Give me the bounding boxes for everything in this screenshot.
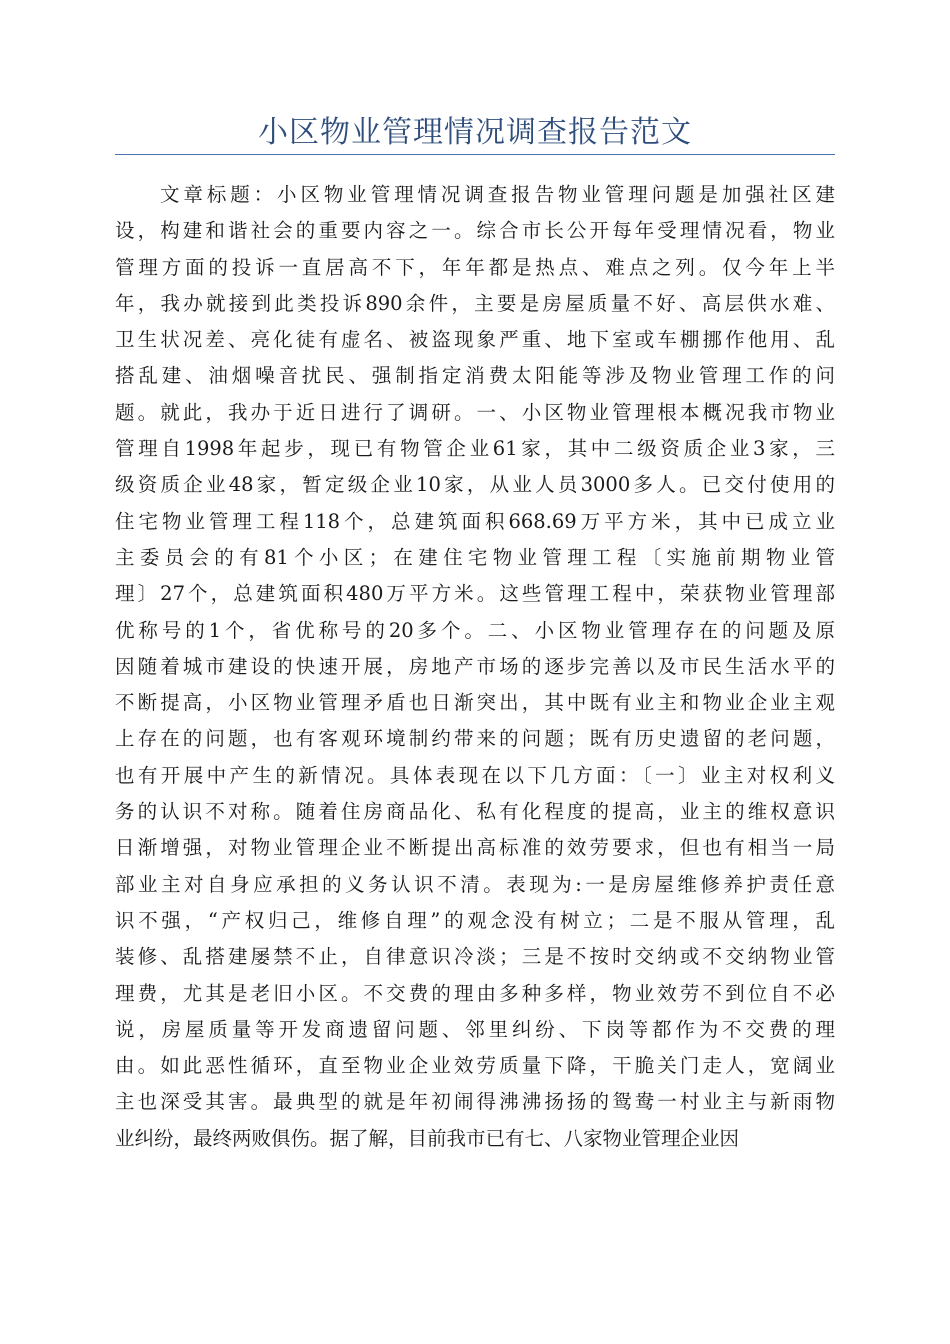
body-text-line: 理费，尤其是老旧小区。不交费的理由多种多样，物业效劳不到位自不必	[115, 981, 835, 1005]
body-text-line: 识不强，“产权归己，维修自理”的观念没有树立；二是不服从管理，乱	[115, 908, 835, 932]
body-text-line: 文章标题：小区物业管理情况调查报告物业管理问题是加强社区建	[160, 183, 835, 206]
body-text-line: 上存在的问题，也有客观环境制约带来的问题；既有历史遗留的老问题，	[115, 727, 835, 751]
body-text-line: 说，房屋质量等开发商遗留问题、邻里纠纷、下岗等都作为不交费的理	[115, 1017, 835, 1041]
body-text-line: 主委员会的有81个小区；在建住宅物业管理工程〔实施前期物业管	[115, 545, 835, 569]
body-text-line: 装修、乱搭建屡禁不止，自律意识冷淡；三是不按时交纳或不交纳物业管	[115, 945, 835, 969]
document-body	[115, 177, 835, 1157]
body-text-line: 题。就此，我办于近日进行了调研。一、小区物业管理根本概况我市物业	[115, 400, 835, 424]
body-text-line: 业纠纷，最终两败俱伤。据了解，目前我市已有七、八家物业管理企业因	[115, 1126, 740, 1150]
body-text-line: 年，我办就接到此类投诉890余件，主要是房屋质量不好、高层供水难、	[115, 291, 835, 315]
body-text-line: 设，构建和谐社会的重要内容之一。综合市长公开每年受理情况看，物业	[115, 219, 835, 243]
body-text-line: 管理自1998年起步，现已有物管企业61家，其中二级资质企业3家，三	[115, 437, 835, 461]
body-text-line: 日渐增强，对物业管理企业不断提出高标准的效劳要求，但也有相当一局	[115, 836, 835, 860]
body-text-line: 部业主对自身应承担的义务认识不清。表现为:一是房屋维修养护责任意	[115, 872, 835, 896]
body-text-line: 也有开展中产生的新情况。具体表现在以下几方面：〔一〕业主对权利义	[115, 763, 835, 787]
title-underline	[115, 154, 835, 155]
body-text-line: 优称号的1个，省优称号的20多个。二、小区物业管理存在的问题及原	[115, 618, 835, 642]
body-text-line: 不断提高，小区物业管理矛盾也日渐突出，其中既有业主和物业企业主观	[115, 691, 835, 715]
body-text-line: 理〕27个，总建筑面积480万平方米。这些管理工程中，荣获物业管理部	[115, 582, 835, 606]
body-text-line: 因随着城市建设的快速开展，房地产市场的逐步完善以及市民生活水平的	[115, 654, 835, 678]
body-text-line: 管理方面的投诉一直居高不下，年年都是热点、难点之列。仅今年上半	[115, 255, 835, 279]
body-text-line: 主也深受其害。最典型的就是年初闹得沸沸扬扬的鸳鸯一村业主与新雨物	[115, 1090, 835, 1114]
body-text-line: 卫生状况差、亮化徒有虚名、被盗现象严重、地下室或车棚挪作他用、乱	[115, 328, 835, 352]
body-text-line: 由。如此恶性循环，直至物业企业效劳质量下降，干脆关门走人，宽阔业	[115, 1054, 835, 1078]
body-text-line: 级资质企业48家，暂定级企业10家，从业人员3000多人。已交付使用的	[115, 473, 835, 497]
body-text-line: 住宅物业管理工程118个，总建筑面积668.69万平方米，其中已成立业	[115, 509, 835, 533]
body-text-line: 务的认识不对称。随着住房商品化、私有化程度的提高，业主的维权意识	[115, 800, 835, 824]
document-title: 小区物业管理情况调查报告范文	[258, 115, 692, 150]
body-text-line: 搭乱建、油烟噪音扰民、强制指定消费太阳能等涉及物业管理工作的问	[115, 364, 835, 388]
